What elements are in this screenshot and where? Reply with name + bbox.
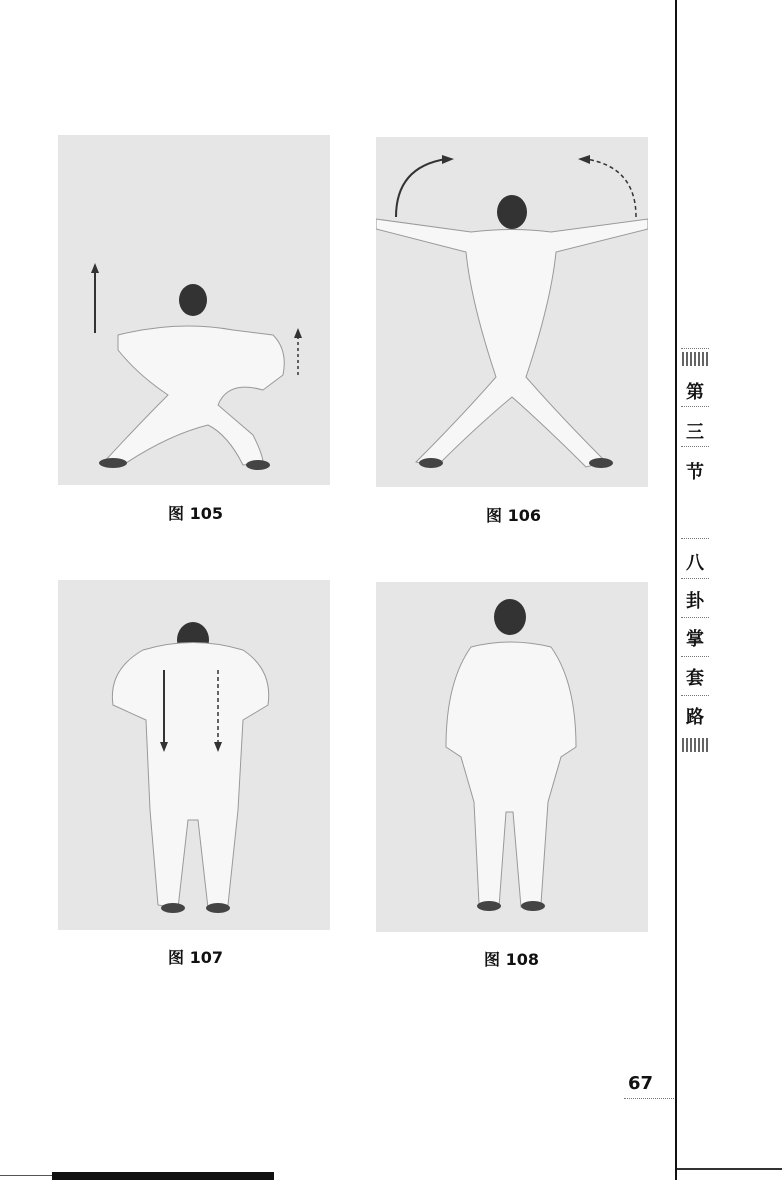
figure-106-photo <box>376 137 648 487</box>
figure-108-caption: 图 108 <box>484 950 539 969</box>
side-tab <box>679 0 711 1180</box>
figure-107-illustration <box>58 580 330 930</box>
figure-105-photo <box>58 135 330 485</box>
figure-105-caption: 图 105 <box>168 504 223 523</box>
figure-108-photo <box>376 582 648 932</box>
figure-106-illustration <box>376 137 648 487</box>
page-number: 67 <box>628 1073 654 1094</box>
page-number-dots <box>624 1098 674 1099</box>
figure-108-illustration <box>376 582 648 932</box>
chapter-char: 卦 <box>686 591 704 612</box>
chapter-char: 路 <box>686 707 704 728</box>
figure-107-caption: 图 107 <box>168 948 223 967</box>
right-bottom-rule <box>677 1168 782 1170</box>
section-char: 第 <box>686 382 704 403</box>
chapter-char: 套 <box>686 668 704 689</box>
bottom-rule <box>52 1172 274 1180</box>
margin-rule <box>675 0 677 1180</box>
ornament-top-icon <box>682 352 708 366</box>
section-char: 三 <box>686 422 704 443</box>
chapter-char: 八 <box>686 553 704 574</box>
ornament-bottom-icon <box>682 738 708 752</box>
figure-105-illustration <box>58 135 330 485</box>
section-char: 节 <box>686 462 704 483</box>
figure-106-caption: 图 106 <box>486 506 541 525</box>
chapter-char: 掌 <box>686 629 704 650</box>
figure-107-photo <box>58 580 330 930</box>
bottom-rule-thin <box>0 1175 52 1176</box>
